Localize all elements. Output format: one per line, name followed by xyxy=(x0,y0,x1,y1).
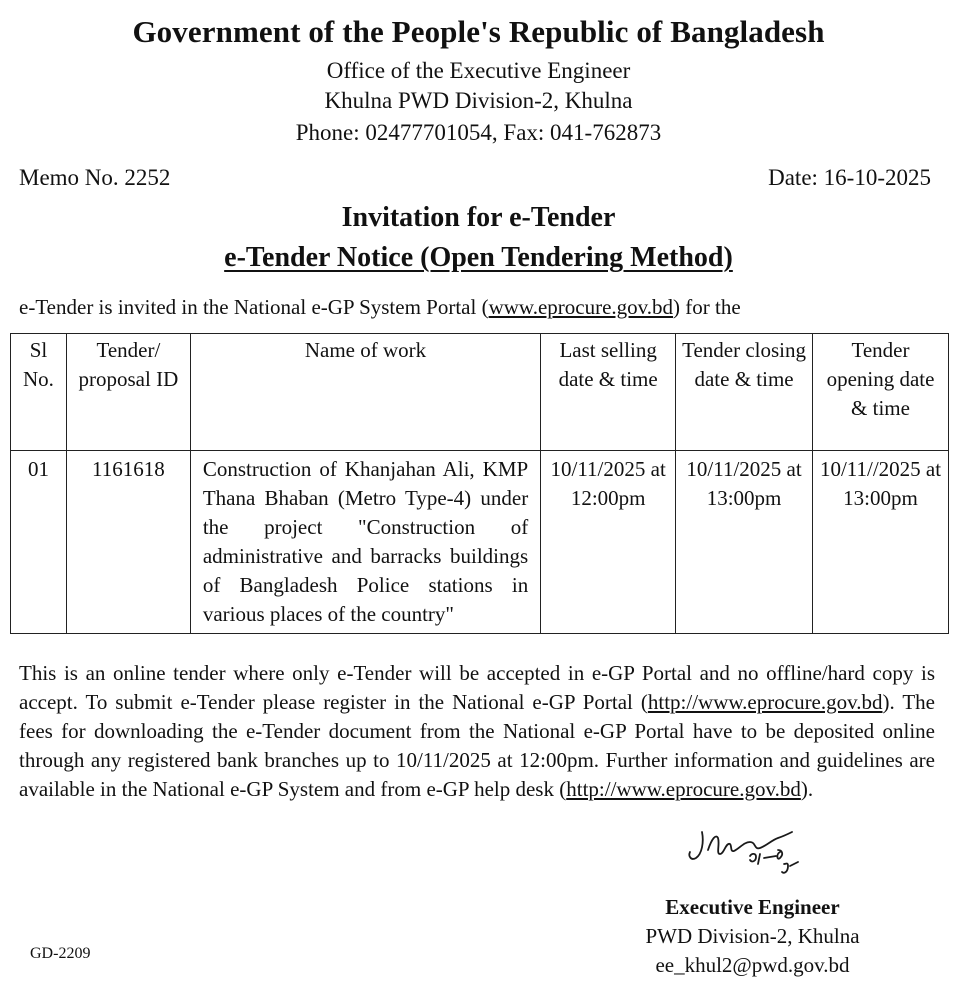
instructions-part1: This is an online tender where only e-Tender will be accepted in e-GP Portal and no offline/hard copy is accept. To submit e-Tender please register in the National e-GP Portal ( xyxy=(19,661,935,714)
header-last-selling: Last selling date & time xyxy=(541,334,676,451)
instructions-part3: ). xyxy=(800,777,814,801)
signatory-title: Executive Engineer xyxy=(665,895,840,919)
intro-portal-link[interactable]: www.eprocure.gov.bd xyxy=(488,295,674,319)
cell-name-of-work: Construction of Khanjahan Ali, KMP Thana Bhaban (Metro Type-4) under the project "Construction of administrative and barracks buildings of Bangladesh Police stations in various places of the country" xyxy=(190,451,540,634)
header-closing: Tender closing date & time xyxy=(676,334,813,451)
signatory-email: ee_khul2@pwd.gov.bd xyxy=(655,953,850,977)
gd-code: GD-2209 xyxy=(30,945,91,962)
intro-line xyxy=(19,295,934,320)
division-address: Khulna PWD Division-2, Khulna xyxy=(324,88,633,113)
government-title: Government of the People's Republic of Bangladesh xyxy=(132,14,825,49)
instructions-part2: ). The fees for downloading the e-Tender document from the National e-GP Portal have to be deposited online through any registered bank branches up to 10/11/2025 at 12:00pm. Further information and guidelines are available in the National e-GP System and from e-GP help desk ( xyxy=(19,690,936,801)
header-tender-id: Tender/ proposal ID xyxy=(66,334,190,451)
office-name: Office of the Executive Engineer xyxy=(326,58,631,83)
header-sl-no: Sl No. xyxy=(11,334,67,451)
memo-date: Date: 16-10-2025 xyxy=(768,165,931,190)
cell-tender-id: 1161618 xyxy=(66,451,190,634)
signatory-division: PWD Division-2, Khulna xyxy=(645,924,860,948)
contact-line: Phone: 02477701054, Fax: 041-762873 xyxy=(295,120,662,145)
notice-heading-text: e-Tender Notice (Open Tendering Method) xyxy=(224,242,733,273)
header-opening: Tender opening date & time xyxy=(813,334,949,451)
notice-heading xyxy=(0,242,957,274)
portal-link-1[interactable]: http://www.eprocure.gov.bd xyxy=(647,690,883,714)
cell-sl-no: 01 xyxy=(11,451,67,634)
table-header-row xyxy=(11,334,949,451)
memo-row xyxy=(19,165,931,191)
cell-closing: 10/11/2025 at 13:00pm xyxy=(676,451,813,634)
memo-number: Memo No. 2252 xyxy=(19,165,171,190)
tender-table xyxy=(10,333,949,634)
cell-opening: 10/11//2025 at 13:00pm xyxy=(813,451,949,634)
header-name-of-work: Name of work xyxy=(190,334,540,451)
signature-block xyxy=(620,893,885,980)
cell-last-selling: 10/11/2025 at 12:00pm xyxy=(541,451,676,634)
intro-after: ) for the xyxy=(673,295,741,319)
intro-before: e-Tender is invited in the National e-GP System Portal ( xyxy=(19,295,489,319)
instructions-paragraph xyxy=(19,659,935,804)
portal-link-2[interactable]: http://www.eprocure.gov.bd xyxy=(566,777,801,801)
table-row xyxy=(11,451,949,634)
handwritten-signature xyxy=(680,820,810,895)
invitation-heading: Invitation for e-Tender xyxy=(341,202,616,233)
